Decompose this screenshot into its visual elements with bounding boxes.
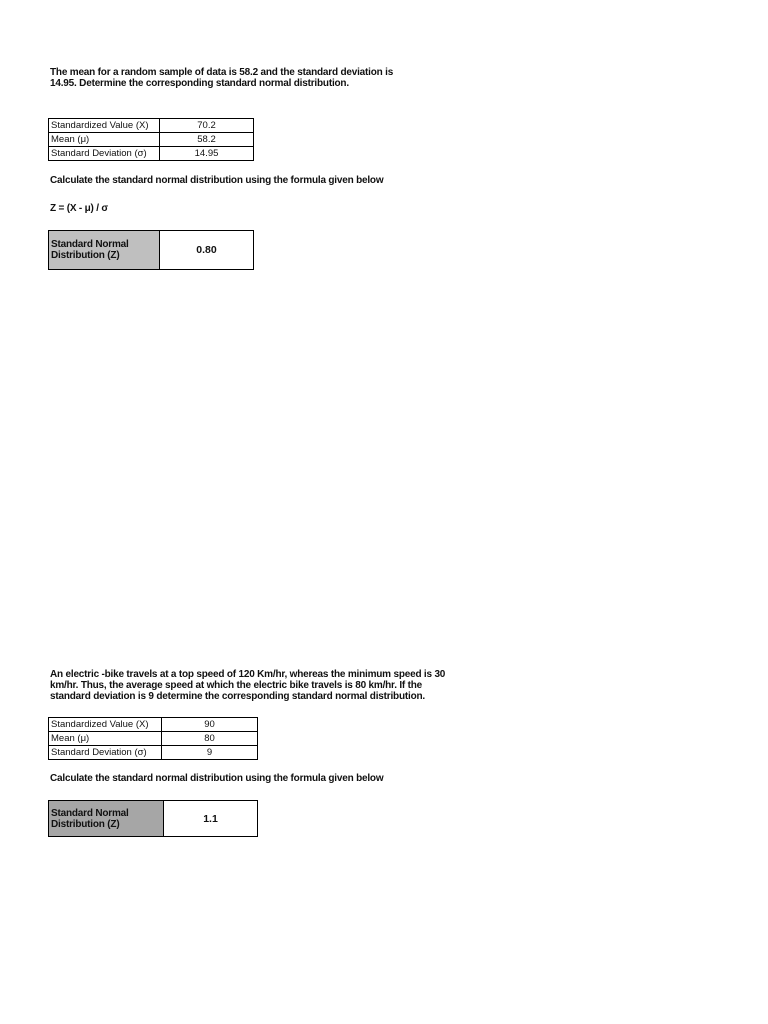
z-label xyxy=(49,801,164,837)
z-value: 0.80 xyxy=(160,231,254,270)
z-label-line: Standard Normal xyxy=(51,807,129,819)
problem1-values-table xyxy=(48,118,254,161)
x-label: Standardized Value (X) xyxy=(49,119,160,133)
table-row xyxy=(49,746,258,760)
z-value: 1.1 xyxy=(164,801,258,837)
problem2-intro xyxy=(50,669,445,702)
z-label-line: Distribution (Z) xyxy=(51,250,120,261)
problem1-intro xyxy=(50,67,393,89)
problem2-calc-text: Calculate the standard normal distribution using the formula given below xyxy=(50,773,384,784)
x-value: 90 xyxy=(162,718,258,732)
table-row xyxy=(49,147,254,161)
problem1-calc-text: Calculate the standard normal distribution using the formula given below xyxy=(50,175,384,186)
sd-label: Standard Deviation (σ) xyxy=(49,147,160,161)
problem2-values-table xyxy=(48,717,258,760)
mean-value: 58.2 xyxy=(160,133,254,147)
problem1-intro-line: The mean for a random sample of data is 58.2 and the standard deviation is xyxy=(50,67,394,78)
z-label-line: Standard Normal xyxy=(51,239,129,250)
problem2-result-table xyxy=(48,800,258,837)
z-label-line: Distribution (Z) xyxy=(51,818,120,830)
problem1-formula: Z = (X - μ) / σ xyxy=(50,203,109,214)
mean-label: Mean (μ) xyxy=(49,732,162,746)
table-row xyxy=(49,718,258,732)
table-row xyxy=(49,133,254,147)
sd-value: 9 xyxy=(162,746,258,760)
mean-label: Mean (μ) xyxy=(49,133,160,147)
table-row xyxy=(49,801,258,837)
sd-value: 14.95 xyxy=(160,147,254,161)
table-row xyxy=(49,732,258,746)
problem2-intro-line: standard deviation is 9 determine the corresponding standard normal distribution. xyxy=(50,691,425,702)
problem2-intro-line: An electric -bike travels at a top speed of 120 Km/hr, whereas the minimum speed is 30 xyxy=(50,669,446,680)
problem1-result-table xyxy=(48,230,254,270)
x-value: 70.2 xyxy=(160,119,254,133)
z-label xyxy=(49,231,160,270)
table-row xyxy=(49,119,254,133)
mean-value: 80 xyxy=(162,732,258,746)
problem2-intro-line: km/hr. Thus, the average speed at which the electric bike travels is 80 km/hr. If the xyxy=(50,680,423,691)
sd-label: Standard Deviation (σ) xyxy=(49,746,162,760)
x-label: Standardized Value (X) xyxy=(49,718,162,732)
problem1-intro-line: 14.95. Determine the corresponding standard normal distribution. xyxy=(50,78,349,89)
table-row xyxy=(49,231,254,270)
